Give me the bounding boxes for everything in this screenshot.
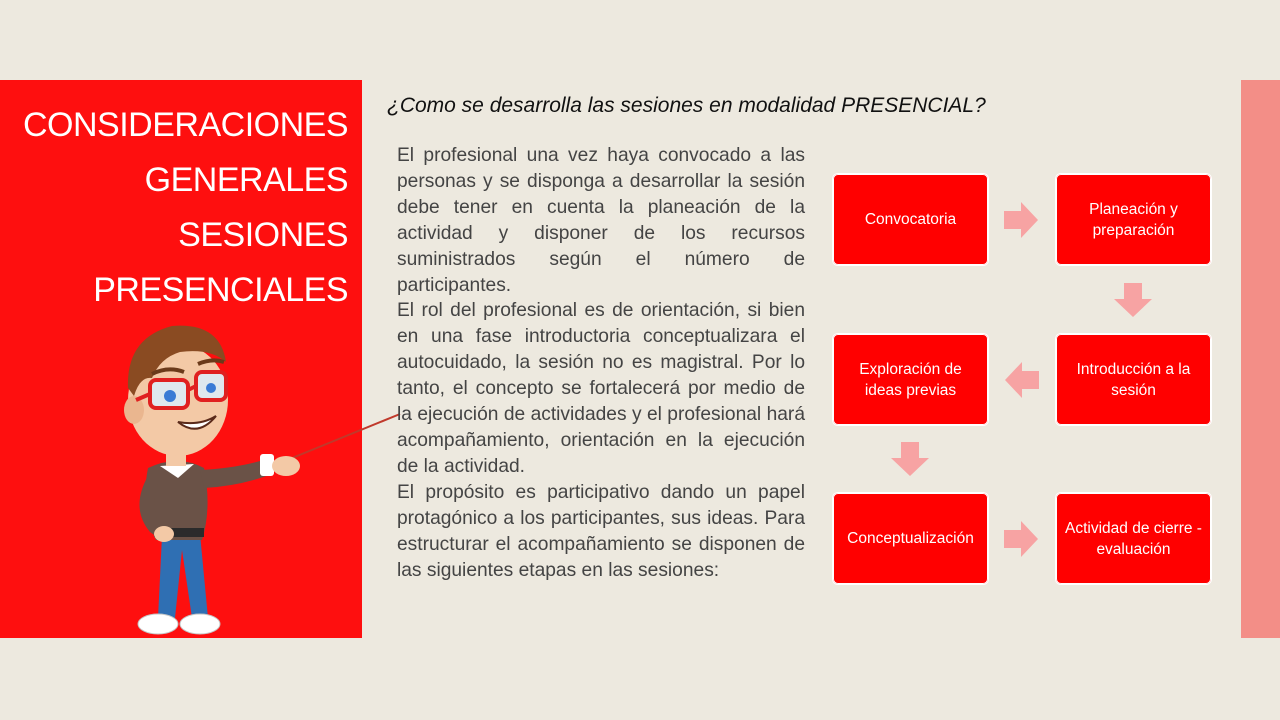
character-legs bbox=[158, 534, 208, 618]
arrow-right-icon bbox=[1004, 202, 1038, 238]
character-shoe bbox=[138, 614, 178, 634]
stage-box-cierre: Actividad de cierre - evaluación bbox=[1055, 492, 1212, 585]
presenter-illustration bbox=[100, 318, 430, 638]
title-line: PRESENCIALES bbox=[93, 271, 348, 309]
title-line: CONSIDERACIONES bbox=[23, 106, 348, 144]
stage-box-introduccion: Introducción a la sesión bbox=[1055, 333, 1212, 426]
title-line: SESIONES bbox=[178, 216, 348, 254]
paragraph: El profesional una vez haya convocado a las personas y se disponga a desarrollar la sesión debe tener en cuenta la planeación de la actividad y disponer de los recursos suministrados según el número de participantes. bbox=[397, 145, 805, 296]
character-eye bbox=[164, 390, 176, 402]
character-hand-left bbox=[154, 526, 174, 542]
section-question: ¿Como se desarrolla las sesiones en modalidad PRESENCIAL? bbox=[387, 94, 986, 117]
paragraph: El propósito es participativo dando un papel protagónico a los participantes, sus ideas. Para estructurar el acompañamiento se disponen de las siguientes etapas en las sesiones: bbox=[397, 481, 805, 581]
title-line: GENERALES bbox=[144, 161, 348, 199]
arrow-down-icon bbox=[891, 442, 929, 476]
stage-box-planeacion: Planeación y preparación bbox=[1055, 173, 1212, 266]
character-shoe bbox=[180, 614, 220, 634]
character-hand-right bbox=[272, 456, 300, 476]
stage-box-convocatoria: Convocatoria bbox=[832, 173, 989, 266]
character-cuff bbox=[260, 454, 274, 476]
character-eye bbox=[206, 383, 216, 393]
arrow-left-icon bbox=[1005, 362, 1039, 398]
pointer-stick bbox=[275, 414, 400, 465]
stage-box-conceptualizacion: Conceptualización bbox=[832, 492, 989, 585]
arrow-down-icon bbox=[1114, 283, 1152, 317]
arrow-right-icon bbox=[1004, 521, 1038, 557]
character-ear bbox=[124, 396, 144, 424]
body-text bbox=[397, 143, 805, 583]
slide-title bbox=[8, 98, 348, 318]
decorative-strip bbox=[1241, 80, 1280, 638]
paragraph: El rol del profesional es de orientación, si bien en una fase introductoria conceptualizara el autocuidado, la sesión no es magistral. Por lo tanto, el concepto se fortalecerá por medio de la ejecución de actividades y el profesional hará acompañamiento, orientación en la ejecución de la actividad. bbox=[397, 300, 805, 477]
stage-box-exploracion: Exploración de ideas previas bbox=[832, 333, 989, 426]
